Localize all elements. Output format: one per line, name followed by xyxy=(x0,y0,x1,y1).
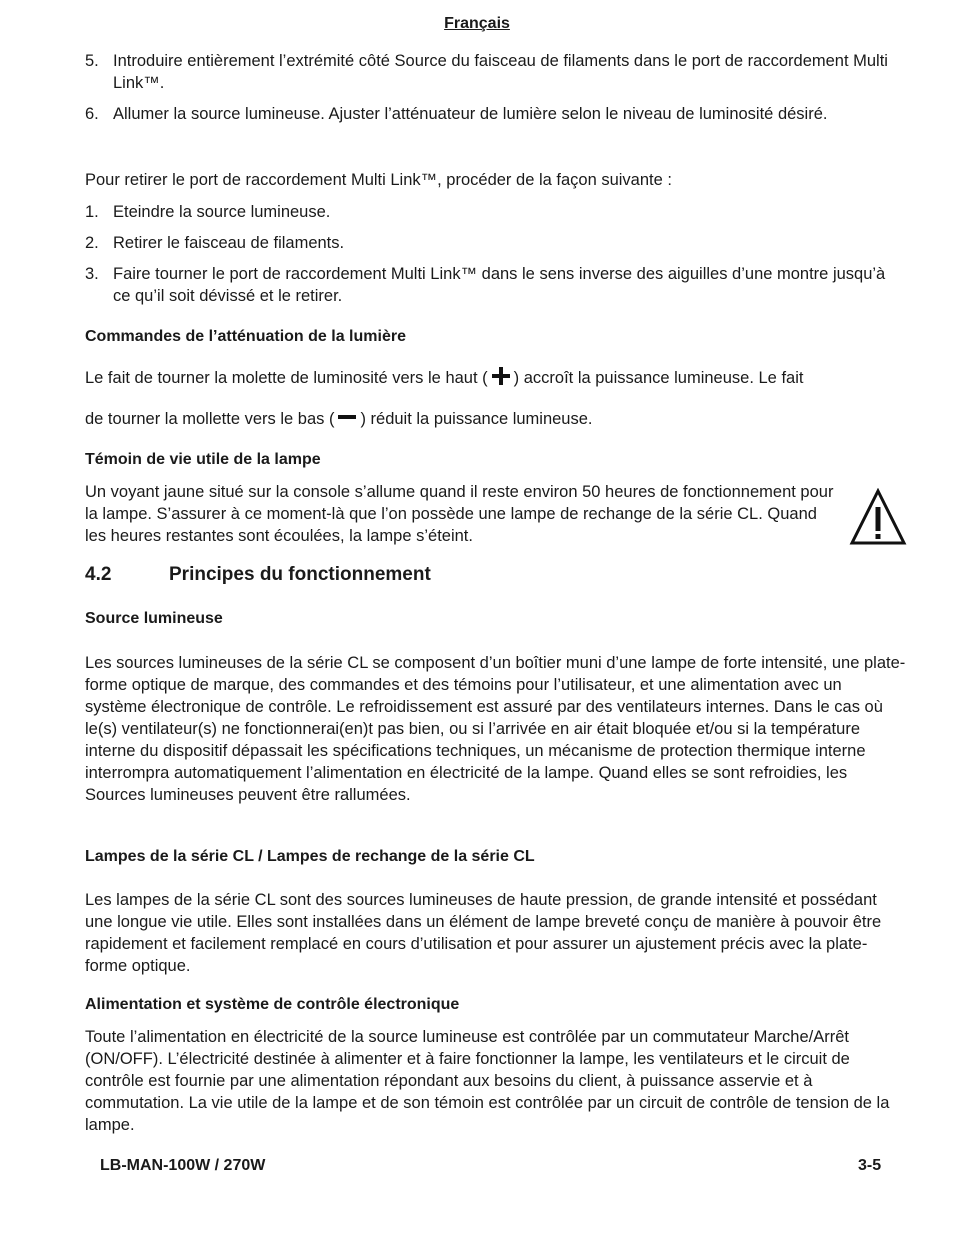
lamps-heading: Lampes de la série CL / Lampes de rechange de la série CL xyxy=(85,848,535,865)
dimming-text: de tourner la mollette vers le bas ( xyxy=(85,410,335,428)
list-number: 1. xyxy=(85,203,99,221)
dimming-line-2 xyxy=(85,404,907,430)
section-heading xyxy=(85,564,907,588)
list-text: Allumer la source lumineuse. Ajuster l’atténuateur de lumière selon le niveau de luminosité désiré. xyxy=(113,105,828,123)
dimming-line-1 xyxy=(85,367,907,391)
power-text: Toute l’alimentation en électricité de la source lumineuse est contrôlée par un commutateur Marche/Arrêt (ON/OFF). L’électricité destinée à alimenter et à faire fonctionner la lampe, les ventilateurs et le circuit de contrôle est fournie par une alimentation répondant aux besoins du client, à puissance asservie et à commutation. La vie utile de la lampe et de son témoin est contrôlée par un circuit de contrôle de tension de la lampe. xyxy=(85,1028,890,1134)
list-number: 5. xyxy=(85,52,99,70)
list-number: 6. xyxy=(85,105,99,123)
plus-icon xyxy=(492,367,510,391)
power-heading: Alimentation et système de contrôle électronique xyxy=(85,996,460,1013)
list-number: 2. xyxy=(85,234,99,252)
lamp-life-heading: Témoin de vie utile de la lampe xyxy=(85,451,321,468)
remove-intro: Pour retirer le port de raccordement Multi Link™, procéder de la façon suivante : xyxy=(85,171,672,189)
footer-page-number: 3-5 xyxy=(858,1157,882,1174)
lamp-life-text: Un voyant jaune situé sur la console s’allume quand il reste environ 50 heures de fonctionnement pour la lampe. S’assurer à ce moment-là que l’on possède une lampe de rechange de la série CL. Quand les heures restantes sont écoulées, la lampe s’éteint. xyxy=(85,483,834,545)
list-text: Retirer le faisceau de filaments. xyxy=(113,234,345,252)
dimming-text: Le fait de tourner la molette de luminosité vers le haut ( xyxy=(85,369,488,387)
dimming-text: ) accroît la puissance lumineuse. Le fait xyxy=(513,369,804,387)
warning-triangle-icon xyxy=(849,488,907,552)
list-text: Faire tourner le port de raccordement Multi Link™ dans le sens inverse des aiguilles d’une montre jusqu’à ce qu’il soit dévissé et le retirer. xyxy=(113,265,886,305)
list-text: Introduire entièrement l’extrémité côté Source du faisceau de filaments dans le port de raccordement Multi Link™. xyxy=(113,52,888,92)
lamps-text: Les lampes de la série CL sont des sources lumineuses de haute pression, de grande intensité et possédant une longue vie utile. Elles sont installées dans un élément de lampe breveté conçu de manière à pouvoir être rapidement et facilement remplacé en cours d’utilisation et pour assurer un ajustement précis avec la plate-forme optique. xyxy=(85,891,882,975)
dimming-text: ) réduit la puissance lumineuse. xyxy=(360,410,593,428)
light-source-text: Les sources lumineuses de la série CL se composent d’un boîtier muni d’une lampe de forte intensité, une plate-forme optique de marque, des commandes et des témoins pour l’utilisateur, et une alimentation avec un système électronique de contrôle. Le refroidissement est assuré par des ventilateurs internes. Dans le cas où le(s) ventilateur(s) ne fonctionnerai(en)t pas bien, ou si l’arrivée en air était bloquée et/ou si la température interne du dispositif dépassait les spécifications techniques, un mécanisme de protection thermique interne interrompra automatiquement l’alimentation en électricité de la lampe. Quand elles se sont refroidies, les Sources lumineuses peuvent être rallumées. xyxy=(85,654,906,804)
list-number: 3. xyxy=(85,265,99,283)
language-header: Français xyxy=(444,15,510,32)
minus-icon xyxy=(338,404,356,426)
section-number: 4.2 xyxy=(85,564,112,585)
light-source-heading: Source lumineuse xyxy=(85,610,223,627)
dimming-heading: Commandes de l’atténuation de la lumière xyxy=(85,328,406,345)
footer-doc-id: LB-MAN-100W / 270W xyxy=(100,1157,266,1174)
list-text: Eteindre la source lumineuse. xyxy=(113,203,331,221)
section-title: Principes du fonctionnement xyxy=(169,564,431,585)
